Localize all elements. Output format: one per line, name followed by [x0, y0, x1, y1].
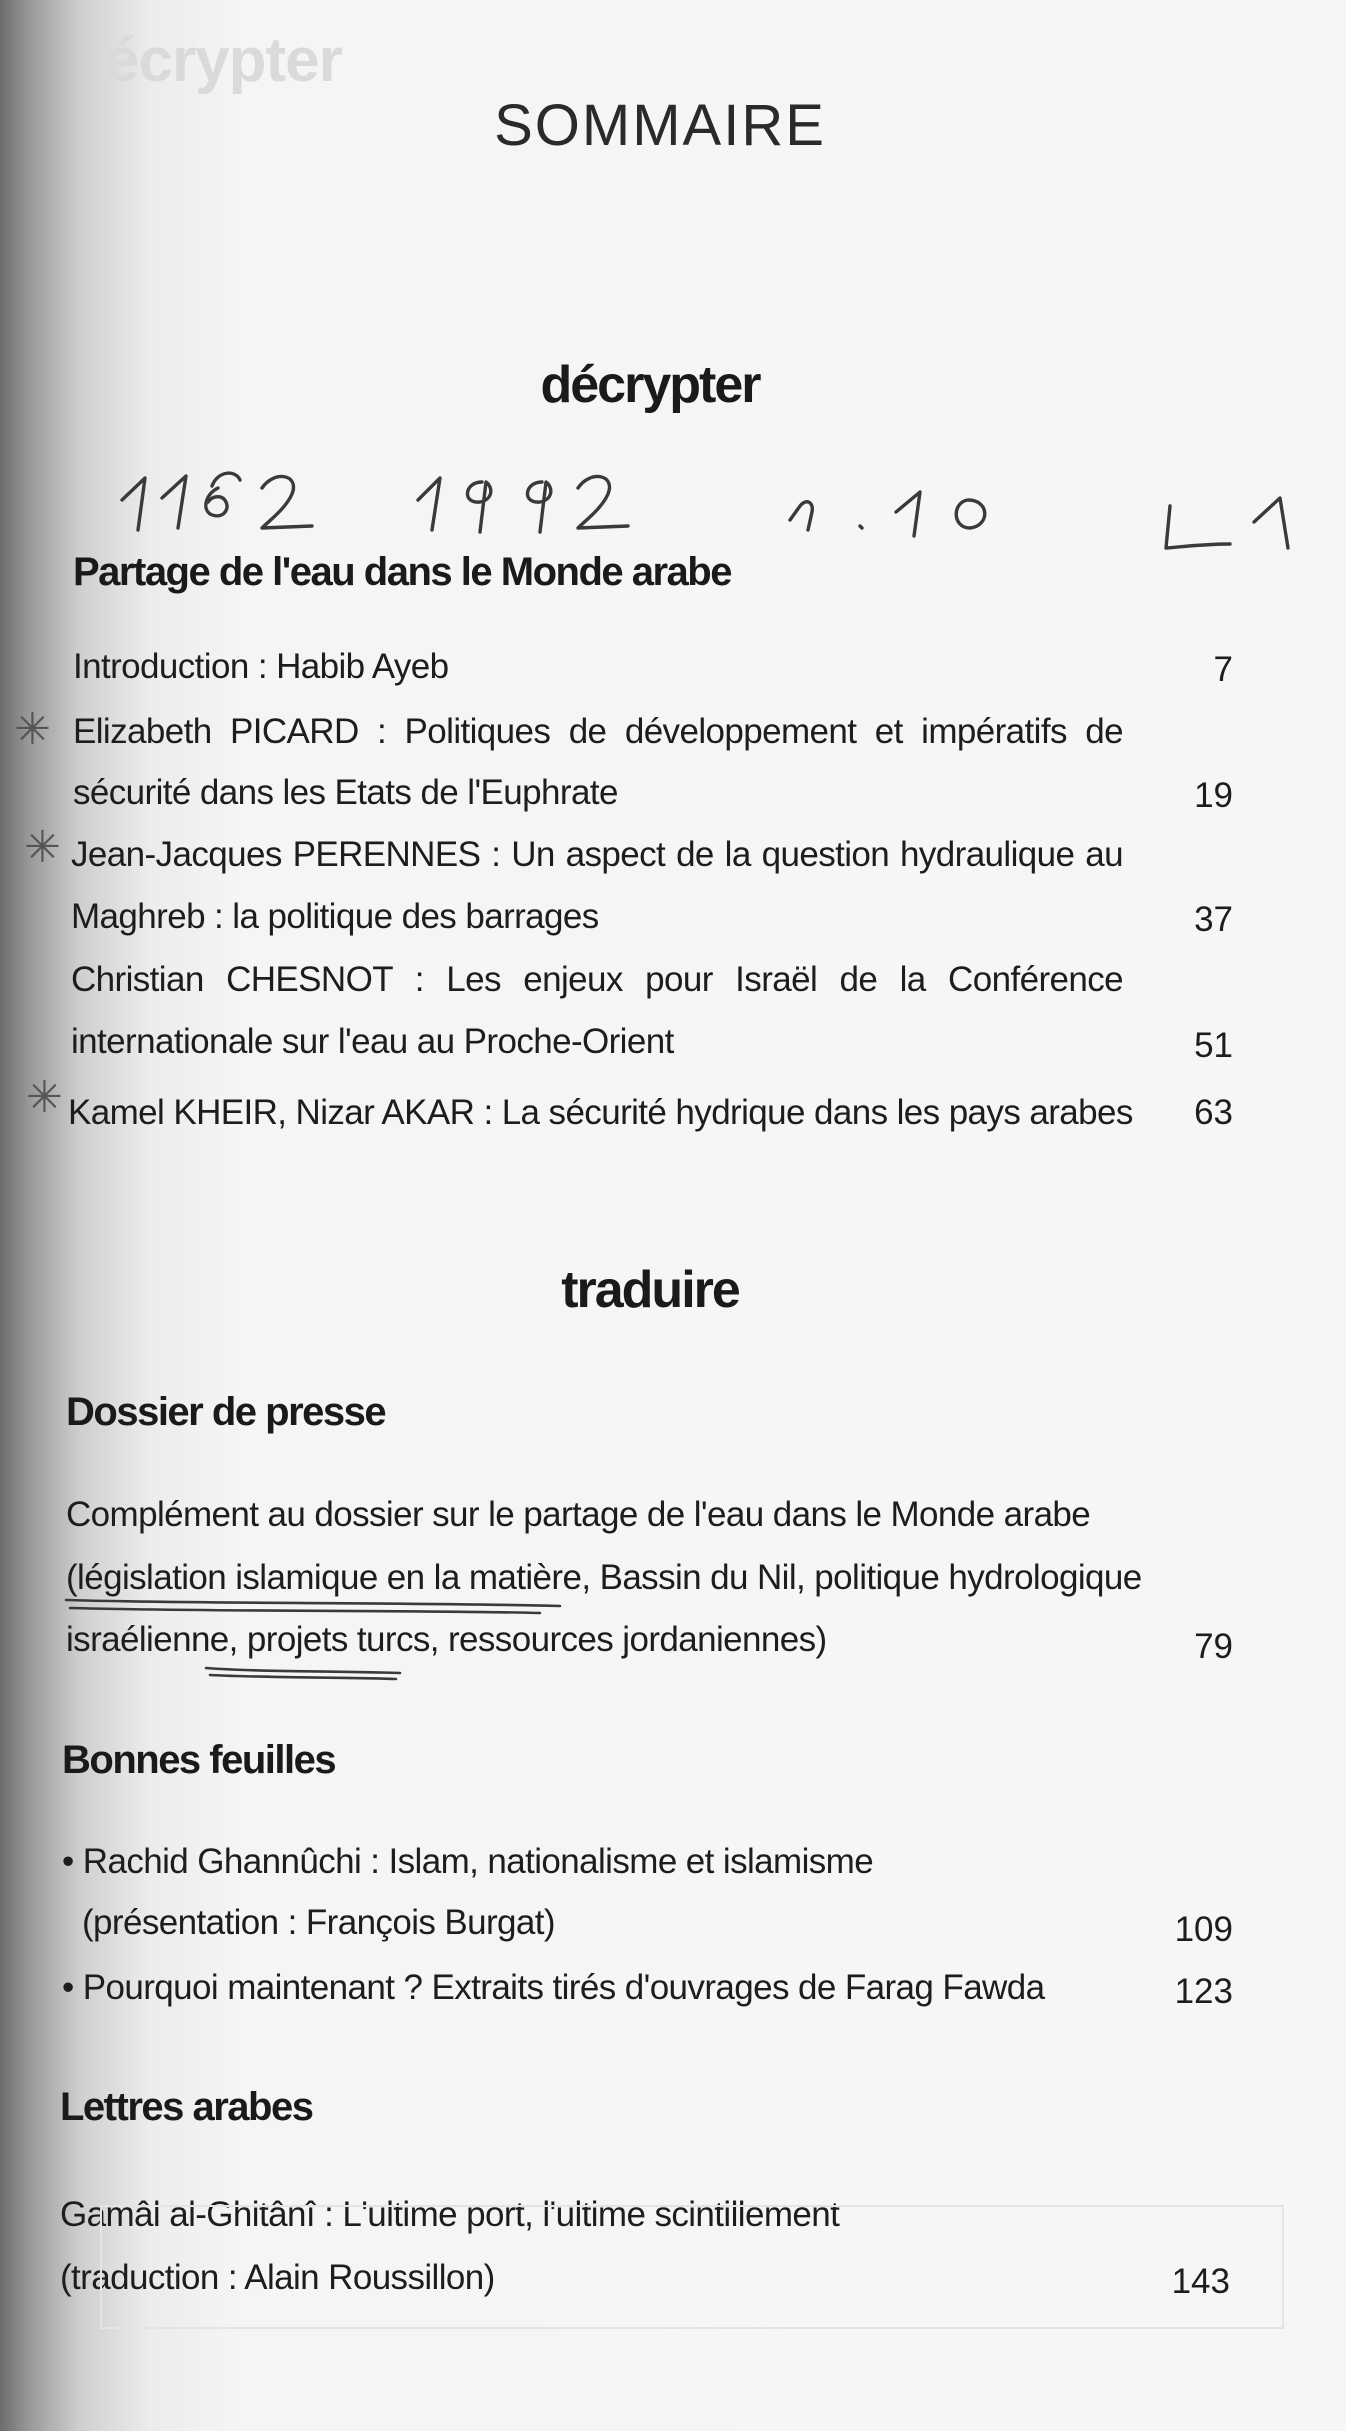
page-title: SOMMAIRE [494, 93, 826, 158]
entry-line: Introduction : Habib Ayeb [73, 647, 449, 686]
page-number: 123 [1174, 1972, 1233, 2011]
bleed-through-frame [100, 2205, 1284, 2329]
entry-line: Maghreb : la politique des barrages [71, 897, 599, 936]
entry-line: (traduction : Alain Roussillon) [60, 2258, 495, 2297]
heading-lettres-arabes: Lettres arabes [60, 2085, 313, 2129]
asterisk-mark: ✳ [14, 705, 51, 754]
entry-line: Complément au dossier sur le partage de l'eau dans le Monde arabe [66, 1495, 1091, 1534]
asterisk-mark: ✳ [24, 823, 61, 872]
page-number: 63 [1194, 1093, 1233, 1132]
heading-bonnes-feuilles: Bonnes feuilles [62, 1738, 336, 1782]
entry-line: Kamel KHEIR, Nizar AKAR : La sécurité hydrique dans les pays arabes [68, 1093, 1133, 1132]
page-number: 51 [1194, 1026, 1233, 1065]
heading-dossier-presse: Dossier de presse [66, 1390, 386, 1434]
page-number: 79 [1194, 1627, 1233, 1666]
entry-line: (législation islamique en la matière, Bassin du Nil, politique hydrologique [66, 1558, 1142, 1597]
handwritten-annotation [0, 0, 1346, 600]
entry-line: (présentation : François Burgat) [82, 1903, 555, 1942]
page-number: 19 [1194, 776, 1233, 815]
entry-line: Jean-Jacques PERENNES : Un aspect de la question hydraulique au [71, 835, 1123, 874]
page-number: 37 [1194, 900, 1233, 939]
page-number: 143 [1171, 2262, 1230, 2301]
entry-line: sécurité dans les Etats de l'Euphrate [73, 773, 618, 812]
bleed-through-text: écrypter [105, 26, 342, 95]
entry-line: • Pourquoi maintenant ? Extraits tirés d'ouvrages de Farag Fawda [62, 1968, 1045, 2007]
page-number: 7 [1213, 650, 1233, 689]
section-traduire: traduire [561, 1261, 739, 1319]
entry-line: Elizabeth PICARD : Politiques de développement et impératifs de [73, 712, 1123, 751]
entry-line: internationale sur l'eau au Proche-Orient [71, 1022, 674, 1061]
entry-line: Gamâl al-Ghitânî : L'ultime port, l'ultime scintillement [60, 2195, 840, 2234]
heading-partage-eau: Partage de l'eau dans le Monde arabe [73, 550, 731, 594]
entry-line: • Rachid Ghannûchi : Islam, nationalisme et islamisme [62, 1842, 874, 1881]
page-number: 109 [1174, 1910, 1233, 1949]
entry-line: israélienne, projets turcs, ressources jordaniennes) [66, 1620, 827, 1659]
entry-line: Christian CHESNOT : Les enjeux pour Israël de la Conférence [71, 960, 1123, 999]
asterisk-mark: ✳ [26, 1073, 63, 1122]
section-decrypter: décrypter [540, 356, 760, 414]
